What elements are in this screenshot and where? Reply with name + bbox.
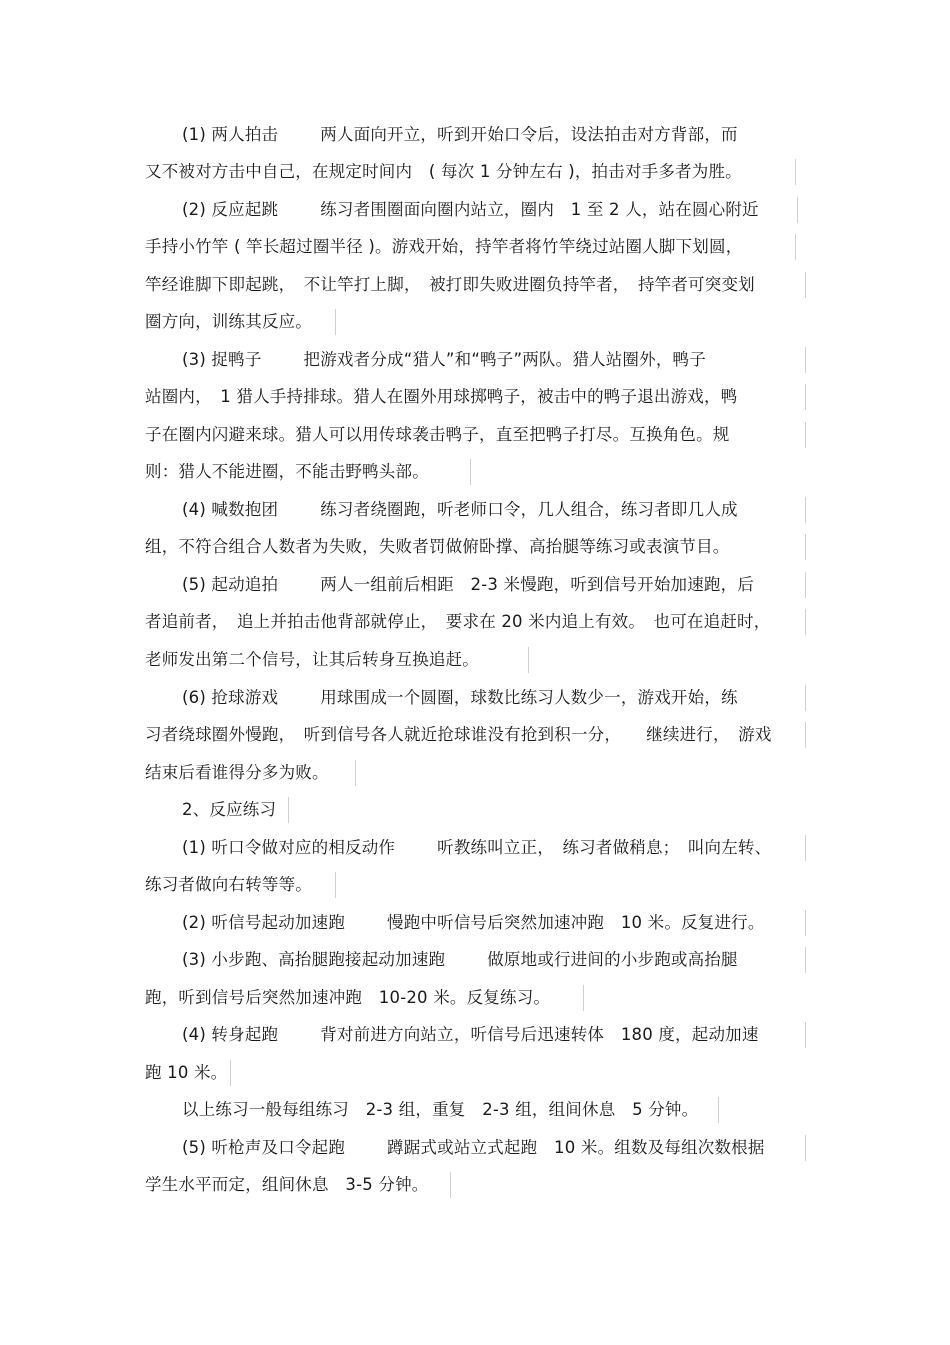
text-line	[182, 566, 754, 603]
text-line-lead: 结束后看谁得分多为败。	[145, 763, 329, 782]
line-end-rule	[805, 572, 806, 598]
text-line-body: 练习者围圈面向圈内站立，圈内 1 至 2 人，站在圆心附近	[320, 200, 759, 219]
text-line	[145, 378, 737, 415]
text-line	[145, 1166, 429, 1203]
text-line-lead: 习者绕球圈外慢跑， 听到信号各人就近抢球谁没有抢到积一分， 继续进行， 游戏	[145, 725, 772, 744]
text-line	[182, 904, 765, 941]
line-end-rule	[805, 384, 806, 410]
text-line-body: 做原地或行进间的小步跑或高抬腿	[487, 950, 738, 969]
text-line	[182, 116, 738, 153]
text-line	[145, 1054, 227, 1091]
text-line-lead: 2、反应练习	[182, 800, 277, 819]
text-line-lead: (6) 抢球游戏	[182, 688, 279, 707]
text-line-lead: 站圈内， 1 猎人手持排球。猎人在圈外用球掷鸭子，被击中的鸭子退出游戏，鸭	[145, 387, 738, 406]
line-end-rule	[805, 1135, 806, 1161]
text-line-lead: (2) 听信号起动加速跑	[182, 913, 346, 932]
text-line-body: 听教练叫立正， 练习者做稍息； 叫向左转、	[437, 838, 772, 857]
text-line-lead: 跑，听到信号后突然加速冲跑 10-20 米。反复练习。	[145, 988, 551, 1007]
text-line-lead: 组，不符合组合人数者为失败，失败者罚做俯卧撑、高抬腿等练习或表演节目。	[145, 537, 730, 556]
line-end-rule	[805, 609, 806, 635]
text-line	[145, 716, 772, 753]
line-end-rule	[718, 1097, 719, 1123]
line-end-rule	[805, 685, 806, 711]
line-end-rule	[450, 1172, 451, 1198]
text-line	[145, 866, 312, 903]
text-line	[182, 1016, 759, 1053]
text-line-lead: 者追前者， 追上并拍击他背部就停止， 要求在 20 米内追上有效。 也可在追赶时，	[145, 612, 771, 631]
text-line	[145, 528, 730, 565]
text-line	[145, 453, 429, 490]
line-end-rule	[805, 910, 806, 936]
text-line-body: 慢跑中听信号后突然加速冲跑 10 米。反复进行。	[387, 913, 765, 932]
text-line	[182, 341, 706, 378]
text-line-body: 把游戏者分成“猎人”和“鸭子”两队。猎人站圈外，鸭子	[303, 350, 706, 369]
text-line	[145, 641, 479, 678]
text-line-body: 两人面向开立，听到开始口令后，设法拍击对方背部，而	[320, 125, 738, 144]
line-end-rule	[795, 234, 796, 260]
text-line-lead: 以上练习一般每组练习 2-3 组，重复 2-3 组，组间休息 5 分钟。	[182, 1100, 699, 1119]
text-line	[145, 416, 730, 453]
text-line	[145, 303, 312, 340]
text-line	[145, 979, 550, 1016]
text-line-lead: 又不被对方击中自己，在规定时间内 ( 每次 1 分钟左右 )，拍击对手多者为胜。	[145, 162, 742, 181]
text-line-lead: (5) 起动追拍	[182, 575, 279, 594]
line-end-rule	[805, 947, 806, 973]
text-line	[182, 791, 276, 828]
line-end-rule	[335, 309, 336, 335]
line-end-rule	[335, 872, 336, 898]
line-end-rule	[805, 497, 806, 523]
line-end-rule	[805, 722, 806, 748]
line-end-rule	[288, 797, 289, 823]
text-line	[145, 228, 742, 265]
text-line	[182, 191, 759, 228]
text-line	[182, 679, 738, 716]
line-end-rule	[797, 197, 798, 223]
line-end-rule	[230, 1060, 231, 1086]
line-end-rule	[528, 647, 529, 673]
text-line-lead: (3) 小步跑、高抬腿跑接起动加速跑	[182, 950, 446, 969]
text-line-lead: 老师发出第二个信号，让其后转身互换追赶。	[145, 650, 479, 669]
text-line-lead: (4) 转身起跑	[182, 1025, 279, 1044]
text-line	[182, 491, 738, 528]
text-line-lead: 手持小竹竿 ( 竿长超过圈半径 )。游戏开始，持竿者将竹竿绕过站圈人脚下划圆，	[145, 237, 743, 256]
text-line-lead: (3) 捉鸭子	[182, 350, 262, 369]
line-end-rule	[355, 760, 356, 786]
text-line	[145, 603, 770, 640]
line-end-rule	[583, 985, 584, 1011]
text-line-lead: 则：猎人不能进圈，不能击野鸭头部。	[145, 462, 429, 481]
text-line-lead: (1) 两人拍击	[182, 125, 279, 144]
text-line-lead: (4) 喊数抱团	[182, 500, 279, 519]
text-line	[145, 754, 329, 791]
text-line-lead: (2) 反应起跳	[182, 200, 279, 219]
text-line-body: 两人一组前后相距 2-3 米慢跑，听到信号开始加速跑，后	[320, 575, 755, 594]
text-line-lead: 竿经谁脚下即起跳， 不让竿打上脚， 被打即失败进圈负持竿者， 持竿者可突变划	[145, 275, 755, 294]
text-line-body: 蹲踞式或站立式起跑 10 米。组数及每组次数根据	[387, 1138, 765, 1157]
text-line	[182, 941, 738, 978]
text-line-lead: 子在圈内闪避来球。猎人可以用传球袭击鸭子，直至把鸭子打尽。互换角色。规	[145, 425, 730, 444]
text-line-body: 练习者绕圈跑，听老师口令，几人组合，练习者即几人成	[320, 500, 738, 519]
text-line-lead: (1) 听口令做对应的相反动作	[182, 838, 396, 857]
text-line	[145, 266, 755, 303]
line-end-rule	[795, 159, 796, 185]
text-line	[182, 1091, 698, 1128]
line-end-rule	[805, 347, 806, 373]
text-line-lead: 跑 10 米。	[145, 1063, 228, 1082]
line-end-rule	[470, 459, 471, 485]
line-end-rule	[805, 422, 806, 448]
text-line	[145, 153, 742, 190]
text-line-lead: (5) 听枪声及口令起跑	[182, 1138, 346, 1157]
text-line-lead: 圈方向，训练其反应。	[145, 312, 312, 331]
line-end-rule	[805, 835, 806, 861]
line-end-rule	[805, 1022, 806, 1048]
text-line	[182, 829, 771, 866]
line-end-rule	[805, 272, 806, 298]
text-line-lead: 练习者做向右转等等。	[145, 875, 312, 894]
line-end-rule	[805, 534, 806, 560]
text-line-body: 用球围成一个圆圈，球数比练习人数少一，游戏开始，练	[320, 688, 738, 707]
text-line-body: 背对前进方向站立，听信号后迅速转体 180 度，起动加速	[320, 1025, 759, 1044]
text-line-lead: 学生水平而定，组间休息 3-5 分钟。	[145, 1175, 429, 1194]
text-line	[182, 1129, 765, 1166]
